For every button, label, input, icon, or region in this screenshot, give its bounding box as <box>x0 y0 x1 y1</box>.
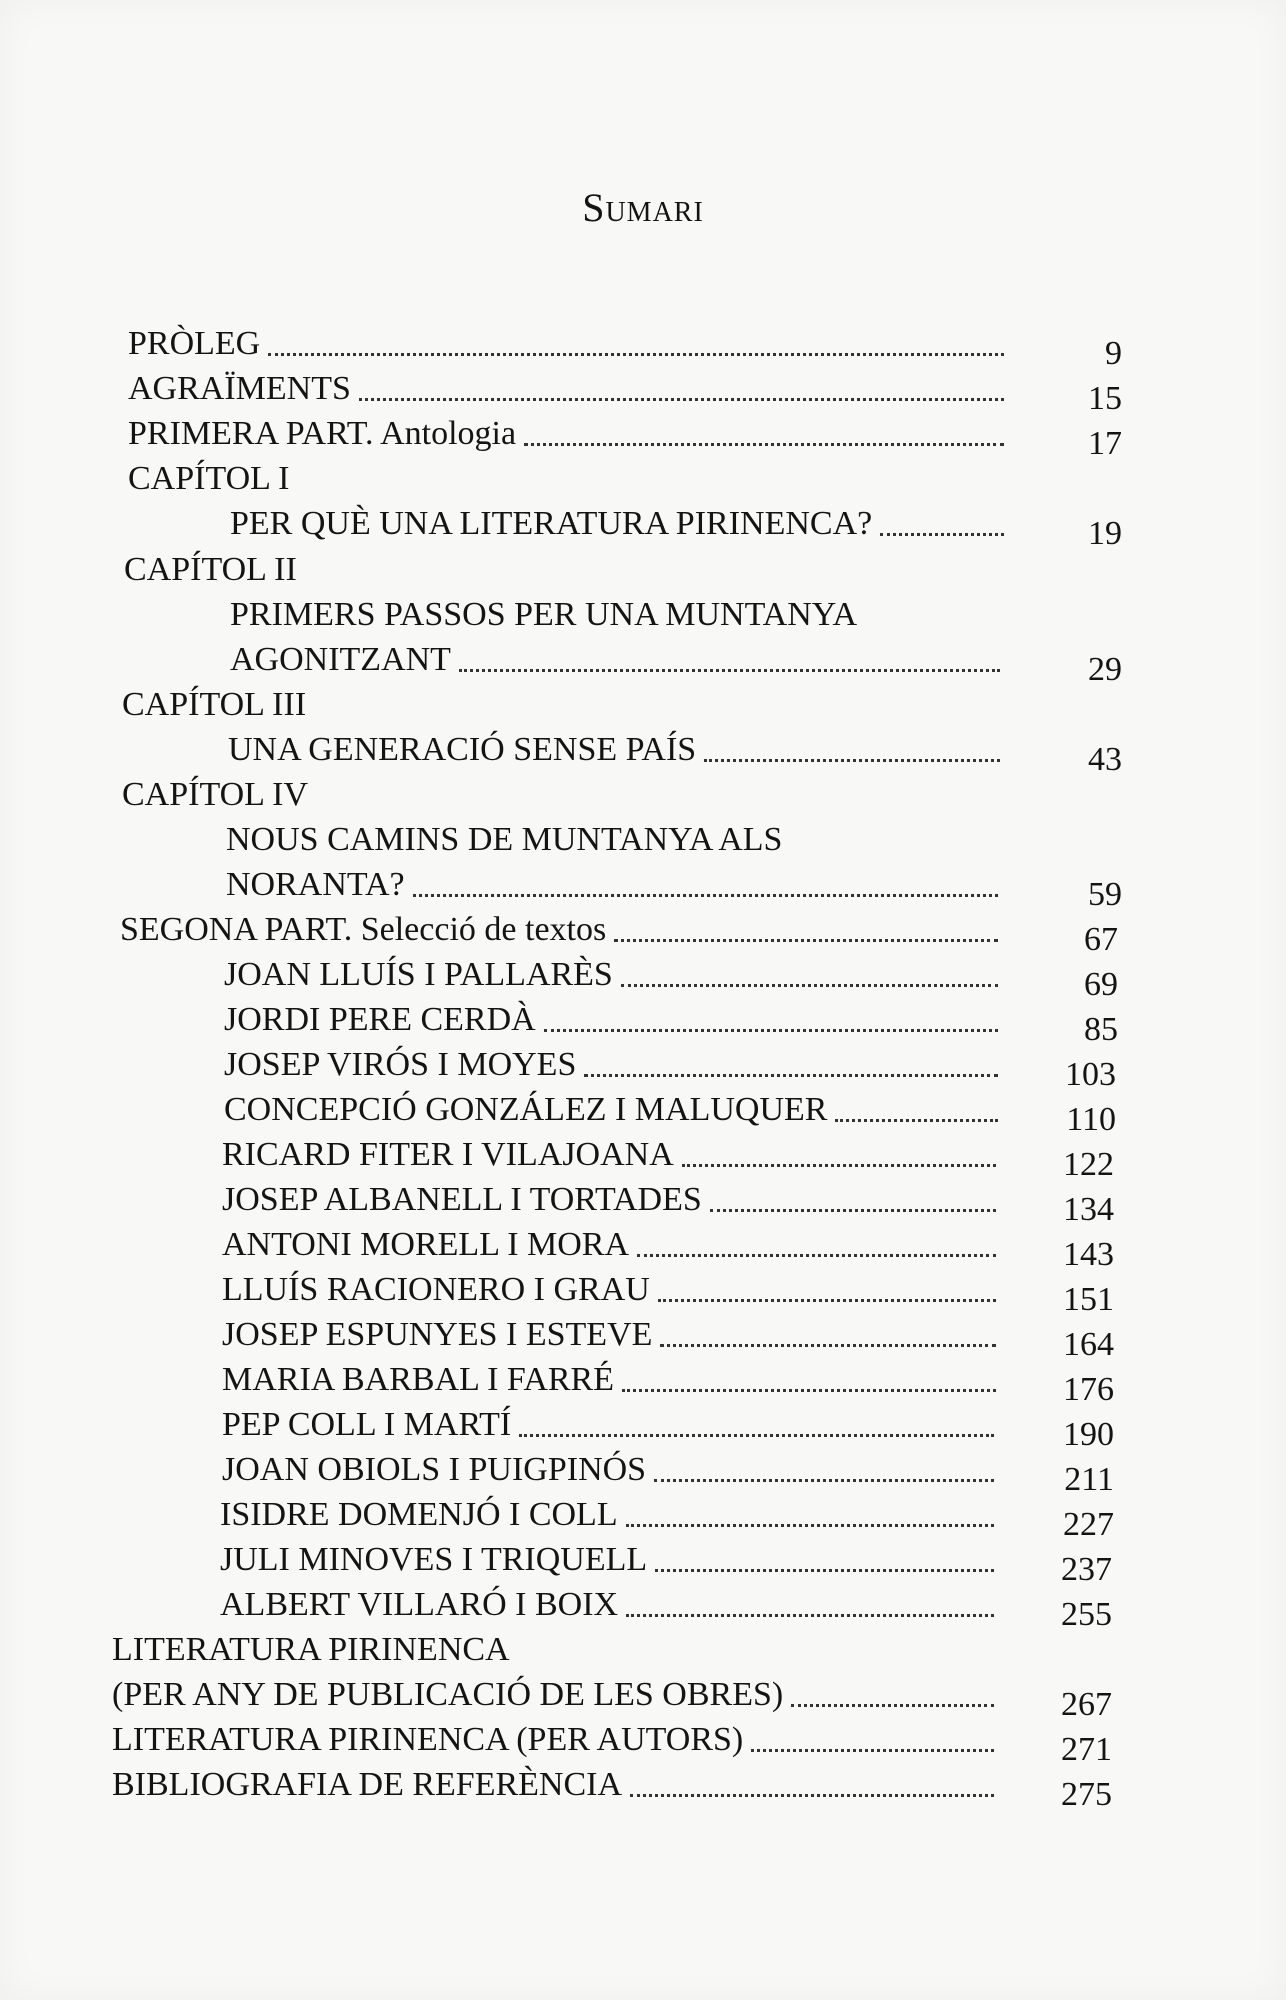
dot-leader <box>682 1163 996 1167</box>
dot-leader <box>544 1028 998 1032</box>
toc-page-number: 176 <box>1063 1371 1114 1408</box>
toc-entry-title: PEP COLL I MARTÍ <box>222 1406 512 1443</box>
toc-page-number: 227 <box>1063 1506 1114 1543</box>
toc-page-number: 17 <box>1088 425 1122 462</box>
toc-row <box>224 998 1118 1048</box>
toc-page-number: 275 <box>1061 1776 1112 1813</box>
toc-row <box>122 683 1122 727</box>
toc-entry-title: PER QUÈ UNA LITERATURA PIRINENCA? <box>230 505 873 542</box>
dot-leader <box>621 983 998 987</box>
toc-entry <box>222 1133 1002 1177</box>
toc-entry-title: AGRAÏMENTS <box>128 370 351 407</box>
toc-row <box>120 908 1118 958</box>
toc-heading: CAPÍTOL I <box>128 460 290 497</box>
toc-page-number: 211 <box>1064 1461 1114 1498</box>
dot-leader <box>614 938 998 942</box>
dot-leader <box>880 532 1004 536</box>
toc-row <box>220 1538 1112 1588</box>
toc-heading: LITERATURA PIRINENCA <box>112 1631 510 1668</box>
toc-row <box>222 1358 1114 1408</box>
toc-row <box>224 1088 1116 1138</box>
toc-row <box>222 1178 1114 1228</box>
toc-page-number: 143 <box>1063 1236 1114 1273</box>
toc-entry <box>224 998 1004 1042</box>
toc-row <box>230 502 1122 552</box>
toc-page-number: 122 <box>1063 1146 1114 1183</box>
toc-entry-title: (PER ANY DE PUBLICACIÓ DE LES OBRES) <box>112 1676 784 1713</box>
toc-entry <box>112 1718 1000 1762</box>
toc-row <box>112 1673 1112 1723</box>
toc-entry <box>220 1538 1000 1582</box>
toc-entry-title: LITERATURA PIRINENCA (PER AUTORS) <box>112 1721 744 1758</box>
toc-row <box>122 773 1122 817</box>
toc-heading: PRIMERS PASSOS PER UNA MUNTANYA <box>230 596 858 633</box>
dot-leader <box>584 1073 998 1077</box>
toc-page-number: 69 <box>1084 966 1118 1003</box>
toc-entry-title: JOAN LLUÍS I PALLARÈS <box>224 956 613 993</box>
toc-entry-title: JOSEP ESPUNYES I ESTEVE <box>222 1316 653 1353</box>
toc-entry <box>222 1313 1002 1357</box>
toc-entry-title: PRIMERA PART. Antologia <box>128 415 517 452</box>
toc-heading: CAPÍTOL IV <box>122 776 309 813</box>
dot-leader <box>622 1388 996 1392</box>
toc-row <box>128 367 1122 417</box>
toc-row <box>224 953 1118 1003</box>
toc-entry <box>222 1358 1002 1402</box>
toc-entry <box>228 728 1006 772</box>
toc-row <box>226 863 1122 913</box>
toc-entry <box>112 1763 1000 1807</box>
dot-leader <box>655 1568 994 1572</box>
toc-row <box>228 728 1122 778</box>
toc-row <box>230 593 1122 637</box>
dot-leader <box>704 758 1000 762</box>
toc-row <box>112 1718 1112 1768</box>
dot-leader <box>268 352 1004 356</box>
toc-page-number: 85 <box>1084 1011 1118 1048</box>
toc-page-number: 43 <box>1088 741 1122 778</box>
toc-entry-title: JOSEP ALBANELL I TORTADES <box>222 1181 702 1218</box>
toc-entry-title: JOSEP VIRÓS I MOYES <box>224 1046 577 1083</box>
toc-entry-title: SEGONA PART. Selecció de textos <box>120 911 607 948</box>
toc-page-number: 267 <box>1061 1686 1112 1723</box>
toc-row <box>222 1313 1114 1363</box>
dot-leader <box>835 1118 998 1122</box>
toc-page-number: 103 <box>1065 1056 1116 1093</box>
toc-entry-title: JULI MINOVES I TRIQUELL <box>220 1541 648 1578</box>
toc-entry-title: MARIA BARBAL I FARRÉ <box>222 1361 614 1398</box>
toc-row <box>222 1448 1114 1498</box>
dot-leader <box>660 1343 996 1347</box>
toc-entry-title: ANTONI MORELL I MORA <box>222 1226 630 1263</box>
toc-entry <box>120 908 1004 952</box>
toc-row <box>112 1763 1112 1813</box>
toc-row <box>222 1268 1114 1318</box>
toc-heading: CAPÍTOL II <box>124 551 297 588</box>
dot-leader <box>626 1613 994 1617</box>
toc-entry-title: RICARD FITER I VILAJOANA <box>222 1136 674 1173</box>
toc-page-number: 15 <box>1088 380 1122 417</box>
toc-row <box>222 1403 1114 1453</box>
toc-row <box>226 818 1122 862</box>
toc-row <box>220 1493 1114 1543</box>
toc-entry-title: NORANTA? <box>226 866 405 903</box>
toc-entry-title: UNA GENERACIÓ SENSE PAÍS <box>228 731 697 768</box>
toc-row <box>220 1583 1112 1633</box>
toc-entry <box>226 863 1004 907</box>
toc-row <box>230 638 1122 688</box>
toc-entry <box>224 1043 1004 1087</box>
toc-entry-title: ALBERT VILLARÓ I BOIX <box>220 1586 619 1623</box>
toc-row <box>128 457 1122 501</box>
toc-row <box>124 548 1122 592</box>
toc-page-number: 59 <box>1088 876 1122 913</box>
dot-leader <box>637 1253 996 1257</box>
toc-row <box>128 322 1122 372</box>
dot-leader <box>359 397 1004 401</box>
toc-entry <box>222 1223 1002 1267</box>
toc-row <box>112 1628 1122 1672</box>
dot-leader <box>626 1523 994 1527</box>
dot-leader <box>710 1208 996 1212</box>
toc-heading: NOUS CAMINS DE MUNTANYA ALS <box>226 821 783 858</box>
toc-entry <box>222 1178 1002 1222</box>
toc-row <box>222 1223 1114 1273</box>
toc-page-number: 19 <box>1088 515 1122 552</box>
toc-entry <box>224 953 1004 997</box>
toc-entry-title: JOAN OBIOLS I PUIGPINÓS <box>222 1451 647 1488</box>
toc-page-number: 67 <box>1084 921 1118 958</box>
toc-row <box>222 1133 1114 1183</box>
toc-page-number: 271 <box>1061 1731 1112 1768</box>
toc-entry <box>220 1583 1000 1627</box>
dot-leader <box>413 893 998 897</box>
toc-page-number: 151 <box>1063 1281 1114 1318</box>
toc-entry <box>230 502 1010 546</box>
toc-entry-title: ISIDRE DOMENJÓ I COLL <box>220 1496 618 1533</box>
toc-entry <box>112 1673 1000 1717</box>
toc-page-number: 190 <box>1063 1416 1114 1453</box>
dot-leader <box>519 1433 994 1437</box>
page-title: Sumari <box>582 185 704 230</box>
toc-page-number: 164 <box>1063 1326 1114 1363</box>
dot-leader <box>524 442 1004 446</box>
toc-page-number: 237 <box>1061 1551 1112 1588</box>
toc-entry <box>230 638 1006 682</box>
toc-entry-title: AGONITZANT <box>230 641 451 678</box>
toc-page-number: 29 <box>1088 651 1122 688</box>
dot-leader <box>654 1478 994 1482</box>
toc-entry <box>220 1493 1000 1537</box>
toc-entry <box>224 1088 1004 1132</box>
toc-entry <box>128 322 1010 366</box>
toc-entry <box>128 412 1010 456</box>
toc-entry-title: JORDI PERE CERDÀ <box>224 1001 536 1038</box>
toc-page-number: 134 <box>1063 1191 1114 1228</box>
toc-page-number: 255 <box>1061 1596 1112 1633</box>
toc-entry <box>222 1448 1000 1492</box>
toc-row <box>128 412 1122 462</box>
toc-entry-title: PRÒLEG <box>128 325 261 362</box>
dot-leader <box>751 1748 994 1752</box>
dot-leader <box>791 1703 994 1707</box>
toc-entry-title: LLUÍS RACIONERO I GRAU <box>222 1271 650 1308</box>
toc-row <box>224 1043 1116 1093</box>
toc-entry <box>222 1403 1000 1447</box>
toc-entry-title: CONCEPCIÓ GONZÁLEZ I MALUQUER <box>224 1091 828 1128</box>
toc-page-number: 9 <box>1105 335 1122 372</box>
dot-leader <box>459 668 1000 672</box>
toc-page-number: 110 <box>1066 1101 1116 1138</box>
dot-leader <box>630 1793 994 1797</box>
dot-leader <box>658 1298 996 1302</box>
toc-entry <box>128 367 1010 411</box>
toc-heading: CAPÍTOL III <box>122 686 307 723</box>
toc-entry <box>222 1268 1002 1312</box>
toc-entry-title: BIBLIOGRAFIA DE REFERÈNCIA <box>112 1766 623 1803</box>
